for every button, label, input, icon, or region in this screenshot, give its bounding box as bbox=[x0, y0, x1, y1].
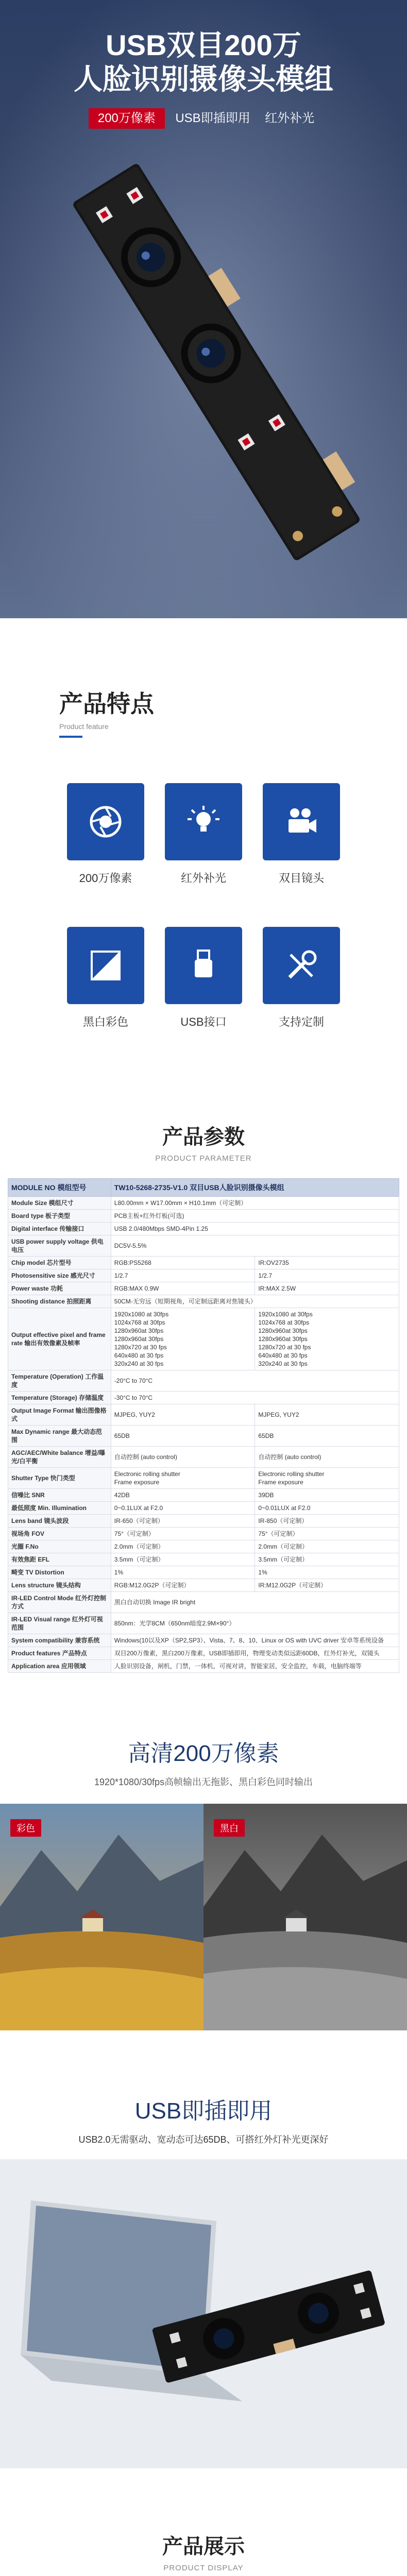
spec-header-key: MODULE NO 模组型号 bbox=[8, 1179, 111, 1197]
spec-value: MJPEG, YUY2 bbox=[255, 1404, 399, 1426]
spec-value: 50CM-无穷远（短期视角，可定制远距离对焦镜头） bbox=[111, 1295, 399, 1308]
spec-value: 自动控制 (auto control) bbox=[255, 1447, 399, 1468]
usb-section bbox=[0, 2030, 407, 2484]
spec-key: Lens band 镜头波段 bbox=[8, 1515, 111, 1528]
spec-value: IR-850（可定制） bbox=[255, 1515, 399, 1528]
spec-row bbox=[8, 1308, 399, 1370]
spec-key: Max Dynamic range 最大动态范围 bbox=[8, 1426, 111, 1447]
spec-value: 39DB bbox=[255, 1489, 399, 1502]
spec-header-row bbox=[8, 1179, 399, 1197]
spec-value: 1920x1080 at 30fps 1024x768 at 30fps 1280x960at 30fps 1280x960at 30fps 1280x720 at 30 fps 640x480 at 30 fps 320x240 at 30 fps bbox=[255, 1308, 399, 1370]
feature-item bbox=[255, 927, 348, 1029]
spec-row bbox=[8, 1634, 399, 1647]
spec-value: 2.0mm（可定制） bbox=[111, 1540, 255, 1553]
usb-subtitle: USB2.0无需驱动、宽动态可达65DB、可搭红外灯补光更深好 bbox=[78, 2134, 329, 2145]
spec-key: Application area 应用领域 bbox=[8, 1660, 111, 1673]
spec-key: 最低照度 Min. Illumination bbox=[8, 1502, 111, 1515]
color-tag: 彩色 bbox=[10, 1819, 41, 1837]
spec-value: 75°（可定制） bbox=[111, 1528, 255, 1540]
feature-label: USB接口 bbox=[180, 1015, 227, 1028]
spec-row bbox=[8, 1592, 399, 1613]
landscape-compare-image bbox=[0, 1804, 407, 2030]
feature-item bbox=[59, 927, 152, 1029]
spec-row bbox=[8, 1613, 399, 1634]
spec-key: 视场角 FOV bbox=[8, 1528, 111, 1540]
laptop-usb-image bbox=[0, 2159, 407, 2468]
spec-row bbox=[8, 1647, 399, 1660]
spec-table bbox=[8, 1178, 399, 1673]
tools-icon bbox=[263, 927, 340, 1004]
spec-row bbox=[8, 1269, 399, 1282]
feature-label: 支持定制 bbox=[278, 1015, 324, 1028]
light-bulb-icon bbox=[165, 783, 242, 860]
spec-key: Shutter Type 快门类型 bbox=[8, 1468, 111, 1489]
spec-row bbox=[8, 1660, 399, 1673]
spec-value: 65DB bbox=[255, 1426, 399, 1447]
spec-value: RGB:MAX 0.9W bbox=[111, 1282, 255, 1295]
spec-value: IR:MAX 2.5W bbox=[255, 1282, 399, 1295]
landscape-image bbox=[0, 1804, 407, 2030]
features-section bbox=[0, 618, 407, 1115]
spec-key: 有效焦距 EFL bbox=[8, 1553, 111, 1566]
color-bw-icon bbox=[67, 927, 144, 1004]
hero-title bbox=[0, 28, 407, 96]
hero-title-line2: 人脸识别摄像头模组 bbox=[74, 63, 333, 95]
spec-key: USB power supply voltage 供电电压 bbox=[8, 1235, 111, 1257]
spec-row bbox=[8, 1257, 399, 1269]
usb-icon bbox=[165, 927, 242, 1004]
params-subtitle: PRODUCT PARAMETER bbox=[155, 1154, 252, 1163]
spec-value: 0~0.01LUX at F2.0 bbox=[255, 1502, 399, 1515]
spec-value: PCB主板+红外灯板(可选) bbox=[111, 1210, 399, 1223]
features-grid bbox=[59, 783, 348, 1029]
spec-row bbox=[8, 1295, 399, 1308]
spec-value: 自动控制 (auto control) bbox=[111, 1447, 255, 1468]
hd-section bbox=[0, 1673, 407, 2030]
hero-tag-ir: 红外补光 bbox=[265, 111, 315, 125]
spec-value: 42DB bbox=[111, 1489, 255, 1502]
spec-row bbox=[8, 1197, 399, 1210]
spec-row bbox=[8, 1392, 399, 1404]
heading-underline bbox=[59, 736, 82, 738]
spec-key: Photosensitive size 感光尺寸 bbox=[8, 1269, 111, 1282]
spec-value: RGB:PS5268 bbox=[111, 1257, 255, 1269]
spec-key: Output Image Format 输出图像格式 bbox=[8, 1404, 111, 1426]
spec-value: Windows(10以及XP（SP2,SP3）、Vista、7、8、10、Linux or OS with UVC driver 安卓等系统设备 bbox=[111, 1634, 399, 1647]
video-camera-icon bbox=[263, 783, 340, 860]
spec-value: IR:OV2735 bbox=[255, 1257, 399, 1269]
feature-item bbox=[255, 783, 348, 886]
spec-value: 75°（可定制） bbox=[255, 1528, 399, 1540]
spec-row bbox=[8, 1528, 399, 1540]
display-title: 产品展示 bbox=[162, 2535, 245, 2558]
spec-value: 850nm：光学8CM（650nm暗度2.9M×90°） bbox=[111, 1613, 399, 1634]
spec-value: 2.0mm（可定制） bbox=[255, 1540, 399, 1553]
spec-row bbox=[8, 1566, 399, 1579]
hd-title: 高清200万像素 bbox=[128, 1741, 279, 1766]
spec-key: Board type 板子类型 bbox=[8, 1210, 111, 1223]
spec-row bbox=[8, 1447, 399, 1468]
feature-label: 红外补光 bbox=[180, 872, 226, 885]
spec-row bbox=[8, 1210, 399, 1223]
spec-value: -20°C to 70°C bbox=[111, 1370, 399, 1392]
hd-subtitle: 1920*1080/30fps高帧输出无拖影、黑白彩色同时输出 bbox=[94, 1777, 313, 1787]
spec-value: 1/2.7 bbox=[255, 1269, 399, 1282]
spec-value: 3.5mm（可定制） bbox=[111, 1553, 255, 1566]
spec-value: Electronic rolling shutter Frame exposure bbox=[255, 1468, 399, 1489]
spec-header-value: TW10-5268-2735-V1.0 双目USB人脸识别摄像头模组 bbox=[111, 1179, 399, 1197]
spec-key: 信噪比 SNR bbox=[8, 1489, 111, 1502]
spec-key: AGC/AEC/White balance 增益/曝光/白平衡 bbox=[8, 1447, 111, 1468]
spec-value: Electronic rolling shutter Frame exposure bbox=[111, 1468, 255, 1489]
spec-body bbox=[8, 1197, 399, 1673]
spec-key: Module Size 模组尺寸 bbox=[8, 1197, 111, 1210]
spec-row bbox=[8, 1370, 399, 1392]
spec-row bbox=[8, 1426, 399, 1447]
display-subtitle: PRODUCT DISPLAY bbox=[163, 2564, 244, 2572]
spec-row bbox=[8, 1553, 399, 1566]
spec-value: 黑白自动切换 Image IR bright bbox=[111, 1592, 399, 1613]
spec-value: 人脸识别设备，闸机，门禁，一体机，可视对讲，智能家居，安全监控，车载，电脑终端等 bbox=[111, 1660, 399, 1673]
hero-banner bbox=[0, 0, 407, 618]
hero-tags bbox=[0, 108, 407, 129]
hero-tag-pixels: 200万像素 bbox=[89, 108, 165, 129]
hero-title-line1: USB双目200万 bbox=[106, 29, 301, 61]
spec-value: 双目200万像素，黑白200万像素，USB即插即用，物理变动类似远距60DB，红外灯补光，双镜头 bbox=[111, 1647, 399, 1660]
spec-value: 3.5mm（可定制） bbox=[255, 1553, 399, 1566]
spec-row bbox=[8, 1223, 399, 1235]
params-heading bbox=[0, 1121, 407, 1163]
spec-value: 1% bbox=[111, 1566, 255, 1579]
features-title: 产品特点 bbox=[59, 690, 154, 717]
spec-value: IR-650（可定制） bbox=[111, 1515, 255, 1528]
features-heading bbox=[59, 685, 154, 738]
spec-key: IR-LED Control Mode 红外灯控制方式 bbox=[8, 1592, 111, 1613]
spec-row bbox=[8, 1515, 399, 1528]
spec-key: Output effective pixel and frame rate 输出有效像素及帧率 bbox=[8, 1308, 111, 1370]
spec-key: Lens structure 镜头结构 bbox=[8, 1579, 111, 1592]
display-heading bbox=[0, 2530, 407, 2572]
spec-row bbox=[8, 1489, 399, 1502]
spec-row bbox=[8, 1282, 399, 1295]
spec-value: 0~0.1LUX at F2.0 bbox=[111, 1502, 255, 1515]
spec-key: IR-LED Visual range 红外灯可视范围 bbox=[8, 1613, 111, 1634]
spec-value: USB 2.0/480Mbps SMD-4Pin 1.25 bbox=[111, 1223, 399, 1235]
spec-value: 65DB bbox=[111, 1426, 255, 1447]
spec-key: Power waste 功耗 bbox=[8, 1282, 111, 1295]
params-title: 产品参数 bbox=[162, 1126, 245, 1148]
spec-row bbox=[8, 1468, 399, 1489]
spec-value: IR:M12.0G2P（可定制） bbox=[255, 1579, 399, 1592]
spec-value: RGB:M12.0G2P（可定制） bbox=[111, 1579, 255, 1592]
camera-aperture-icon bbox=[67, 783, 144, 860]
spec-row bbox=[8, 1540, 399, 1553]
spec-key: Chip model 芯片型号 bbox=[8, 1257, 111, 1269]
spec-key: Temperature (Operation) 工作温度 bbox=[8, 1370, 111, 1392]
feature-item bbox=[157, 783, 250, 886]
spec-key: System compatibility 兼容系统 bbox=[8, 1634, 111, 1647]
spec-key: Temperature (Storage) 存储温度 bbox=[8, 1392, 111, 1404]
display-section bbox=[0, 2484, 407, 2576]
spec-row bbox=[8, 1404, 399, 1426]
feature-item bbox=[157, 927, 250, 1029]
spec-value: L80.00mm × W17.00mm × H10.1mm（可定制） bbox=[111, 1197, 399, 1210]
spec-value: 1920x1080 at 30fps 1024x768 at 30fps 1280x960at 30fps 1280x960at 30fps 1280x720 at 30 fps 640x480 at 30 fps 320x240 at 30 fps bbox=[111, 1308, 255, 1370]
feature-item bbox=[59, 783, 152, 886]
spec-row bbox=[8, 1502, 399, 1515]
hero-tag-usb: USB即插即用 bbox=[175, 111, 250, 125]
spec-key: Digital interface 传输接口 bbox=[8, 1223, 111, 1235]
params-section bbox=[0, 1115, 407, 1673]
spec-row bbox=[8, 1579, 399, 1592]
spec-value: DC5V-5.5% bbox=[111, 1235, 399, 1257]
spec-value: -30°C to 70°C bbox=[111, 1392, 399, 1404]
spec-key: Product features 产品特点 bbox=[8, 1647, 111, 1660]
bw-tag: 黑白 bbox=[214, 1819, 245, 1837]
features-subtitle: Product feature bbox=[59, 722, 109, 731]
feature-label: 双目镜头 bbox=[278, 872, 324, 885]
spec-value: 1/2.7 bbox=[111, 1269, 255, 1282]
spec-row bbox=[8, 1235, 399, 1257]
spec-key: 光圈 F.No bbox=[8, 1540, 111, 1553]
feature-label: 黑白彩色 bbox=[82, 1015, 128, 1028]
spec-key: Shooting distance 拍照距离 bbox=[8, 1295, 111, 1308]
feature-label: 200万像素 bbox=[79, 872, 132, 885]
spec-key: 畸变 TV Distortion bbox=[8, 1566, 111, 1579]
spec-value: 1% bbox=[255, 1566, 399, 1579]
usb-title: USB即插即用 bbox=[134, 2098, 273, 2124]
spec-value: MJPEG, YUY2 bbox=[111, 1404, 255, 1426]
